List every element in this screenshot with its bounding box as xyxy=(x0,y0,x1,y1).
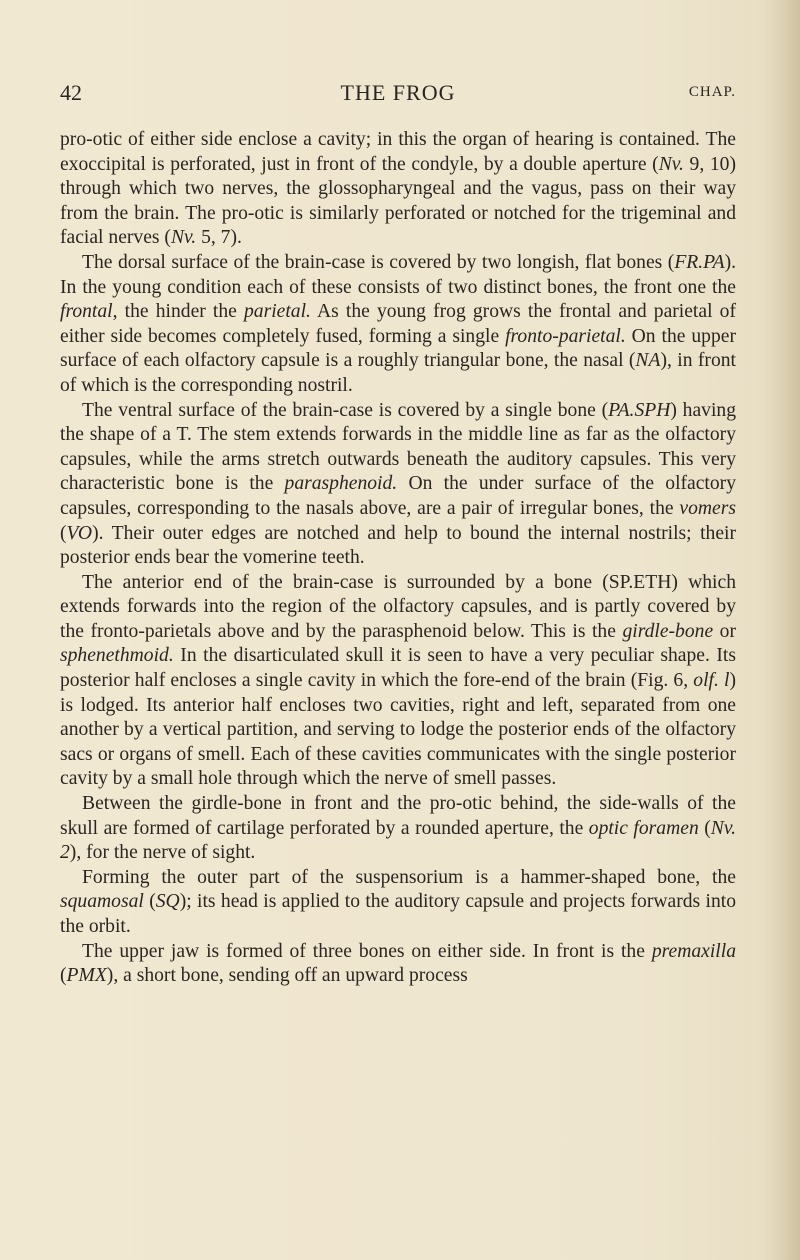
italic-run: olf. l xyxy=(693,670,730,692)
paragraph-5 xyxy=(60,792,736,866)
italic-run: fronto-parietal. xyxy=(505,325,626,347)
paragraph-6 xyxy=(60,866,736,940)
text-run: ( xyxy=(60,965,67,987)
text-run: On the under surface of the olfactory capsules, corresponding to the nasals above, are a pair of irregular bones, the xyxy=(60,473,736,519)
italic-run: PA.SPH xyxy=(608,399,671,421)
italic-run: FR.PA xyxy=(674,251,725,273)
page-header xyxy=(60,80,736,110)
page-number: 42 xyxy=(60,80,82,105)
italic-run: optic foramen xyxy=(588,817,699,839)
paragraph-3 xyxy=(60,399,736,571)
text-run: The upper jaw is formed of three bones on either side. In front is the xyxy=(82,940,652,962)
text-run: ); its head is applied to the auditory capsule and projects forwards into the orbit. xyxy=(60,891,736,937)
text-run: ( xyxy=(60,522,67,544)
page-edge-shadow xyxy=(762,0,800,1260)
text-run: ), in front of which is the corresponding nostril. xyxy=(60,350,736,396)
text-run: ). Their outer edges are notched and help to bound the internal nostrils; their posterior ends bear the vomerine teeth. xyxy=(60,522,736,569)
italic-run: PMX xyxy=(66,965,107,987)
italic-run: sphenethmoid. xyxy=(60,645,174,667)
text-run: ) having the shape of a T. The stem extends forwards in the middle line as far as the olfactory capsules, while the arms stretch outwards beneath the auditory capsules. This very characteristic bone is the xyxy=(60,399,736,495)
text-run: Forming the outer part of the suspensorium is a hammer-shaped bone, the xyxy=(82,866,736,888)
text-run: 9, 10) through which two nerves, the glossopharyngeal and the vagus, pass on their way from the brain. The pro-otic is similarly perforated or notched for the trigeminal and facial nerves ( xyxy=(60,153,736,249)
italic-run: girdle-bone xyxy=(622,620,714,642)
chapter-label: CHAP. xyxy=(688,84,736,100)
text-run: The ventral surface of the brain-case is covered by a single bone ( xyxy=(82,399,609,421)
text-run: pro-otic of either side enclose a cavity; in this the organ of hearing is contained. The exoccipital is perforated, just in front of the condyle, by a double aperture ( xyxy=(60,129,736,175)
text-run: ). In the young condition each of these consists of two distinct bones, the front one the xyxy=(60,251,736,298)
italic-run: VO xyxy=(66,522,93,544)
text-run: On the upper surface of each olfactory capsule is a roughly triangular bone, the nasal ( xyxy=(60,325,736,372)
body-text xyxy=(60,128,736,989)
italic-run: squamosal xyxy=(60,891,144,913)
text-run: The dorsal surface of the brain-case is covered by two longish, flat bones ( xyxy=(82,251,675,273)
text-run: 5, 7). xyxy=(196,227,242,249)
text-run: ) is lodged. Its anterior half encloses two cavities, right and left, separated from one another by a vertical partition, and serving to lodge the posterior ends of the olfactory sacs or organs of smell. Each of these cavities communicates with the single posterior cavity by a small hole through which the nerve of smell passes. xyxy=(60,670,736,790)
italic-run: parasphenoid. xyxy=(284,473,398,495)
italic-run: NA xyxy=(635,350,661,372)
text-run: As the young frog grows the frontal and parietal of either side becomes completely fused, forming a single xyxy=(60,301,736,347)
italic-run: vomers xyxy=(679,497,736,519)
text-run: ( xyxy=(698,817,711,839)
running-title: THE FROG xyxy=(340,80,456,105)
text-run: or xyxy=(713,620,736,642)
text-run: ( xyxy=(143,891,156,913)
text-run: ), for the nerve of sight. xyxy=(69,842,256,864)
italic-run: Nv. 2 xyxy=(60,817,736,864)
paragraph-2 xyxy=(60,251,736,399)
italic-run: frontal xyxy=(60,301,113,323)
text-run: Between the girdle-bone in front and the pro-otic behind, the side-walls of the skull are formed of cartilage perforated by a rounded aperture, the xyxy=(60,793,736,839)
italic-run: parietal. xyxy=(244,301,311,323)
paragraph-4 xyxy=(60,571,736,792)
italic-run: Nv. xyxy=(658,153,684,175)
text-run: In the disarticulated skull it is seen to have a very peculiar shape. Its posterior half encloses a single cavity in which the fore-end of the brain (Fig. 6, xyxy=(60,645,736,692)
text-run: The anterior end of the brain-case is surrounded by a bone (SP.ETH) which extends forwards into the region of the olfactory capsules, and is partly covered by the fronto-parietals above and by the parasphenoid below. This is the xyxy=(60,571,736,642)
italic-run: premaxilla xyxy=(651,940,736,962)
italic-run: SQ xyxy=(155,891,180,913)
paragraph-1 xyxy=(60,128,736,251)
text-run: , the hinder the xyxy=(112,301,244,323)
paragraph-7 xyxy=(60,940,736,989)
text-run: ), a short bone, sending off an upward process xyxy=(106,965,468,987)
italic-run: Nv. xyxy=(170,227,197,249)
